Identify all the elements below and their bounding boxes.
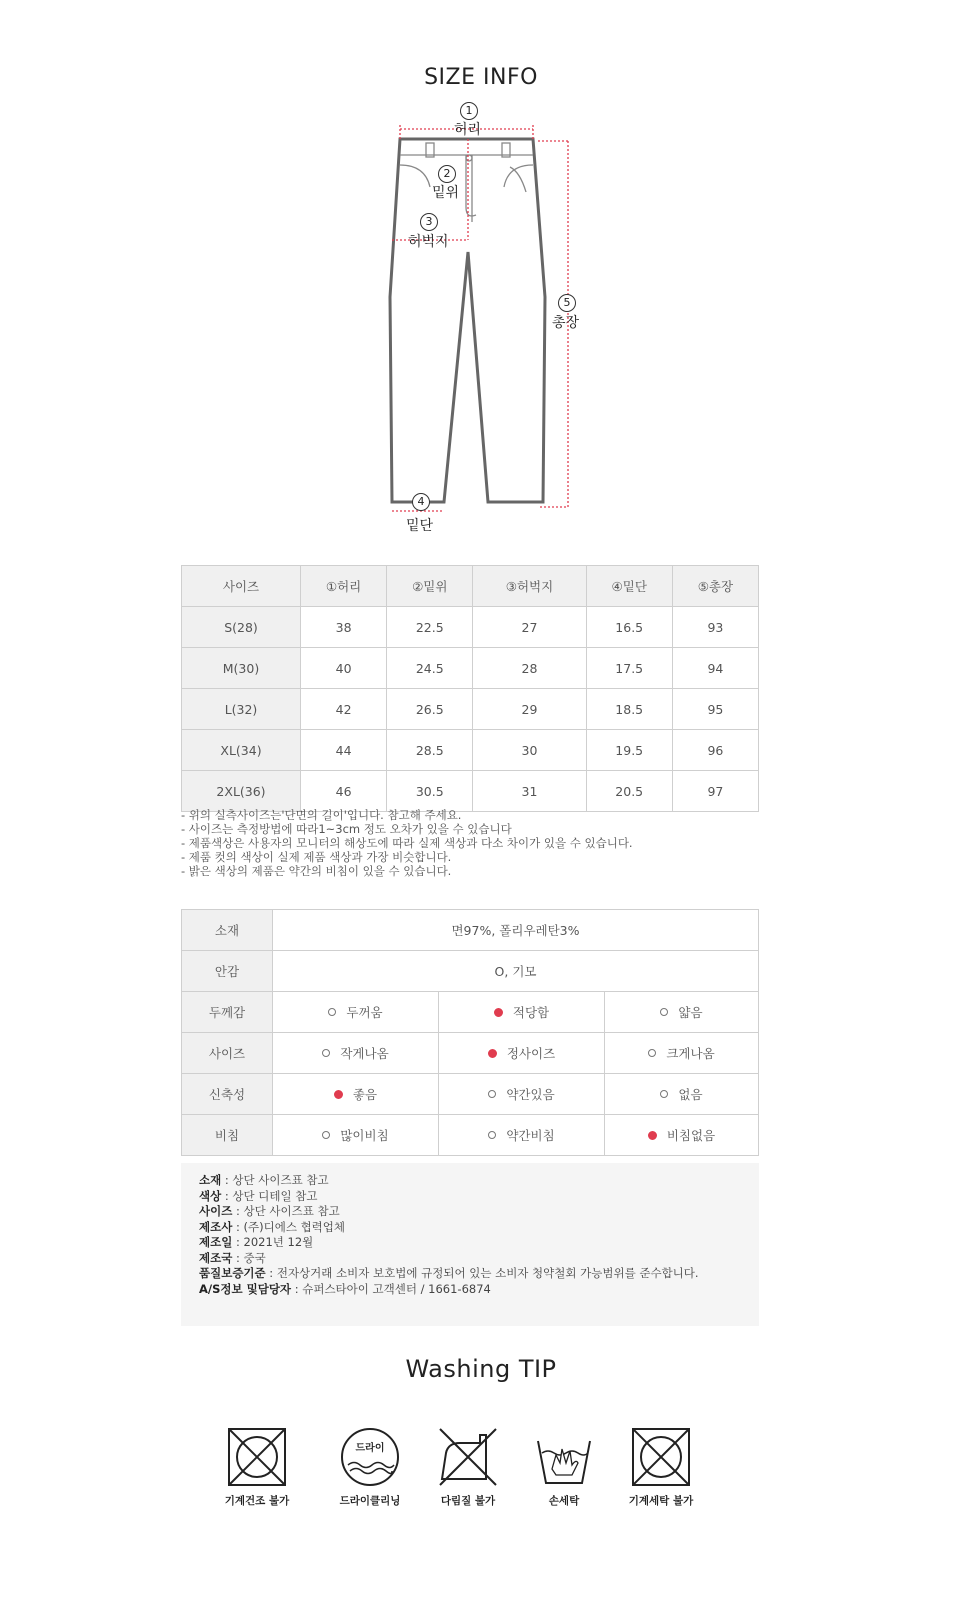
table-cell: 30 bbox=[473, 730, 586, 771]
option-label: 작게나옴 bbox=[340, 1046, 389, 1061]
note-line: - 제품색상은 사용자의 모니터의 해상도에 따라 실제 색상과 다소 차이가 있을 수 있습니다. bbox=[181, 836, 633, 850]
option-label: 없음 bbox=[678, 1087, 703, 1102]
table-cell: 93 bbox=[672, 607, 758, 648]
table-cell: 44 bbox=[301, 730, 387, 771]
material-value: 면97%, 폴리우레탄3% bbox=[273, 910, 759, 951]
info-value: : 2021년 12월 bbox=[232, 1235, 314, 1249]
option-cell bbox=[273, 1074, 439, 1115]
wash-label: 손세탁 bbox=[548, 1495, 580, 1507]
attr-label: 안감 bbox=[182, 951, 273, 992]
radio-dot-icon bbox=[648, 1049, 656, 1057]
info-key: 제조일 bbox=[199, 1235, 233, 1249]
info-key: 품질보증기준 bbox=[199, 1266, 266, 1280]
wash-label: 다림질 불가 bbox=[440, 1495, 496, 1507]
table-cell: 42 bbox=[301, 689, 387, 730]
attr-row-thickness bbox=[182, 992, 759, 1033]
option-cell bbox=[605, 1074, 759, 1115]
pants-diagram bbox=[380, 97, 600, 549]
attr-label: 신축성 bbox=[182, 1074, 273, 1115]
note-line: - 위의 실측사이즈는'단면의 길이'입니다. 참고해 주세요. bbox=[181, 808, 462, 822]
table-cell: 26.5 bbox=[387, 689, 473, 730]
table-cell: 97 bbox=[672, 771, 758, 812]
radio-dot-selected-icon bbox=[494, 1008, 503, 1017]
table-row bbox=[182, 689, 759, 730]
table-cell: 18.5 bbox=[586, 689, 672, 730]
info-line bbox=[199, 1220, 759, 1236]
info-line bbox=[199, 1189, 759, 1205]
option-cell bbox=[605, 992, 759, 1033]
info-key: 제조국 bbox=[199, 1250, 233, 1265]
option-label: 정사이즈 bbox=[506, 1046, 556, 1061]
info-line bbox=[199, 1204, 759, 1220]
attribute-table bbox=[181, 909, 759, 1156]
radio-dot-icon bbox=[328, 1008, 336, 1016]
dry-badge: 드라이 bbox=[355, 1443, 385, 1454]
header-cell: ⑤총장 bbox=[672, 566, 758, 607]
table-cell: 16.5 bbox=[586, 607, 672, 648]
size-label: S(28) bbox=[182, 607, 301, 648]
option-cell bbox=[273, 992, 439, 1033]
option-label: 비침없음 bbox=[666, 1128, 716, 1143]
table-cell: 24.5 bbox=[387, 648, 473, 689]
wash-label: 드라이클리닝 bbox=[339, 1495, 401, 1507]
option-label: 크게나옴 bbox=[666, 1046, 715, 1061]
table-cell: 22.5 bbox=[387, 607, 473, 648]
wash-label: 기계건조 불가 bbox=[224, 1495, 290, 1507]
thigh-number: 3 bbox=[420, 213, 438, 231]
radio-dot-icon bbox=[660, 1008, 668, 1016]
info-key: 색상 bbox=[199, 1188, 222, 1203]
option-cell bbox=[273, 1115, 439, 1156]
header-cell: 사이즈 bbox=[182, 566, 301, 607]
info-line bbox=[199, 1266, 759, 1282]
table-cell: 30.5 bbox=[387, 771, 473, 812]
table-cell: 28.5 bbox=[387, 730, 473, 771]
size-table-header bbox=[182, 566, 759, 607]
info-value: : 슈퍼스타아이 고객센터 / 1661-6874 bbox=[291, 1281, 491, 1296]
info-key: 소재 bbox=[199, 1173, 222, 1187]
length-label: 총장 bbox=[552, 315, 580, 331]
header-cell: ①허리 bbox=[301, 566, 387, 607]
radio-dot-icon bbox=[488, 1090, 496, 1098]
lining-value: O, 기모 bbox=[273, 951, 759, 992]
info-line bbox=[199, 1282, 759, 1298]
table-cell: 28 bbox=[473, 648, 586, 689]
table-cell: 19.5 bbox=[586, 730, 672, 771]
no-tumble-dry-icon bbox=[225, 1425, 289, 1489]
info-value: : 전자상거래 소비자 보호법에 규정되어 있는 소비자 청약철회 가능범위를 준수합니다. bbox=[265, 1266, 699, 1280]
radio-dot-selected-icon bbox=[334, 1090, 343, 1099]
info-value: : 상단 사이즈표 참고 bbox=[232, 1204, 340, 1218]
size-label: L(32) bbox=[182, 689, 301, 730]
washing-tip-title: Washing TIP bbox=[405, 1355, 557, 1383]
info-line bbox=[199, 1173, 759, 1189]
wash-item bbox=[601, 1425, 721, 1508]
attr-row-stretch bbox=[182, 1074, 759, 1115]
option-cell bbox=[439, 1115, 605, 1156]
option-cell bbox=[439, 1074, 605, 1115]
table-cell: 20.5 bbox=[586, 771, 672, 812]
option-label: 적당함 bbox=[512, 1005, 550, 1020]
size-label: M(30) bbox=[182, 648, 301, 689]
table-cell: 38 bbox=[301, 607, 387, 648]
no-machine-wash-icon bbox=[629, 1425, 693, 1489]
table-cell: 46 bbox=[301, 771, 387, 812]
info-value: : 상단 디테일 참고 bbox=[221, 1188, 318, 1203]
option-label: 약간있음 bbox=[506, 1087, 555, 1102]
radio-dot-selected-icon bbox=[648, 1131, 657, 1140]
radio-dot-icon bbox=[660, 1090, 668, 1098]
radio-dot-selected-icon bbox=[488, 1049, 497, 1058]
attr-label: 사이즈 bbox=[182, 1033, 273, 1074]
info-value: : (주)디에스 협력업체 bbox=[232, 1219, 346, 1234]
info-key: 사이즈 bbox=[199, 1204, 233, 1218]
option-cell bbox=[605, 1115, 759, 1156]
attr-label: 소재 bbox=[182, 910, 273, 951]
option-label: 많이비침 bbox=[340, 1128, 389, 1143]
header-cell: ②밑위 bbox=[387, 566, 473, 607]
waist-number: 1 bbox=[460, 102, 478, 120]
table-cell: 17.5 bbox=[586, 648, 672, 689]
table-cell: 31 bbox=[473, 771, 586, 812]
option-label: 좋음 bbox=[352, 1087, 378, 1102]
hem-label: 밑단 bbox=[406, 518, 434, 534]
product-info-box bbox=[181, 1163, 759, 1326]
info-key: 제조사 bbox=[199, 1219, 233, 1234]
size-table bbox=[181, 565, 759, 812]
table-row bbox=[182, 648, 759, 689]
option-label: 두꺼움 bbox=[346, 1005, 383, 1020]
info-value: : 상단 사이즈표 참고 bbox=[221, 1173, 329, 1187]
table-cell: 95 bbox=[672, 689, 758, 730]
dry-clean-icon bbox=[338, 1425, 402, 1489]
rise-label: 밑위 bbox=[432, 185, 460, 201]
info-line bbox=[199, 1235, 759, 1251]
table-cell: 40 bbox=[301, 648, 387, 689]
option-cell bbox=[273, 1033, 439, 1074]
info-value: : 중국 bbox=[232, 1250, 266, 1265]
info-key: A/S정보 및담당자 bbox=[199, 1281, 292, 1296]
header-cell: ④밑단 bbox=[586, 566, 672, 607]
rise-number: 2 bbox=[438, 165, 456, 183]
option-label: 약간비침 bbox=[506, 1128, 555, 1143]
attr-row-lining bbox=[182, 951, 759, 992]
option-cell bbox=[439, 1033, 605, 1074]
length-number: 5 bbox=[558, 294, 576, 312]
attr-row-sheer bbox=[182, 1115, 759, 1156]
table-cell: 96 bbox=[672, 730, 758, 771]
size-info-title: SIZE INFO bbox=[424, 65, 538, 90]
note-line: - 사이즈는 측정방법에 따라1~3cm 정도 오차가 있을 수 있습니다 bbox=[181, 822, 512, 836]
note-line: - 제품 컷의 색상이 실제 제품 색상과 가장 비슷합니다. bbox=[181, 850, 452, 864]
wash-item bbox=[197, 1425, 317, 1508]
option-label: 얇음 bbox=[678, 1005, 703, 1020]
size-notes bbox=[181, 808, 633, 878]
waist-label: 허리 bbox=[454, 122, 482, 138]
size-label: 2XL(36) bbox=[182, 771, 301, 812]
table-row bbox=[182, 771, 759, 812]
attr-label: 두께감 bbox=[182, 992, 273, 1033]
radio-dot-icon bbox=[488, 1131, 496, 1139]
attr-row-material bbox=[182, 910, 759, 951]
table-cell: 27 bbox=[473, 607, 586, 648]
radio-dot-icon bbox=[322, 1049, 330, 1057]
no-iron-icon bbox=[436, 1425, 500, 1489]
note-line: - 밝은 색상의 제품은 약간의 비침이 있을 수 있습니다. bbox=[181, 864, 452, 878]
table-cell: 94 bbox=[672, 648, 758, 689]
option-cell bbox=[439, 992, 605, 1033]
attr-row-size-fit bbox=[182, 1033, 759, 1074]
thigh-label: 허벅지 bbox=[408, 234, 449, 250]
option-cell bbox=[605, 1033, 759, 1074]
size-label: XL(34) bbox=[182, 730, 301, 771]
hand-wash-icon bbox=[532, 1425, 596, 1489]
table-row bbox=[182, 607, 759, 648]
attr-label: 비침 bbox=[182, 1115, 273, 1156]
wash-label: 기계세탁 불가 bbox=[628, 1495, 694, 1507]
table-cell: 29 bbox=[473, 689, 586, 730]
hem-number: 4 bbox=[412, 493, 430, 511]
header-cell: ③허벅지 bbox=[473, 566, 586, 607]
info-line bbox=[199, 1251, 759, 1267]
radio-dot-icon bbox=[322, 1131, 330, 1139]
table-row bbox=[182, 730, 759, 771]
